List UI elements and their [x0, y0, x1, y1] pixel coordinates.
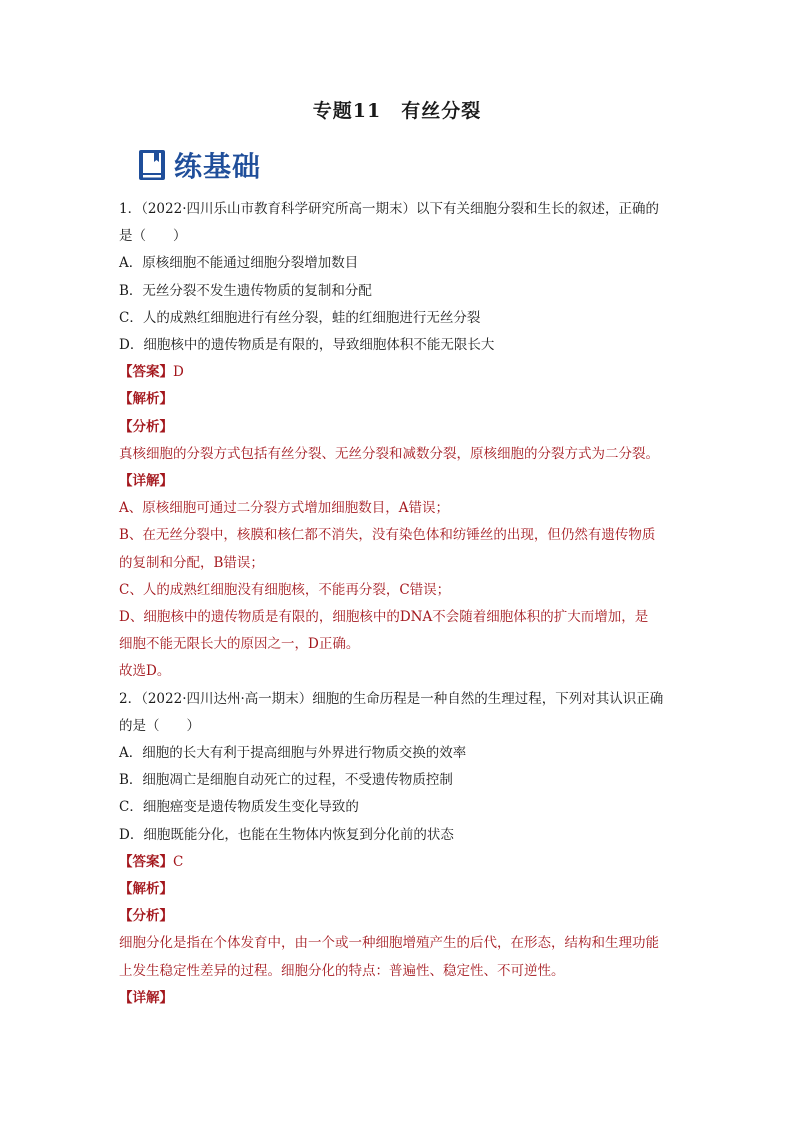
q1-detail-a: A、原核细胞可通过二分裂方式增加细胞数目，A错误； — [119, 500, 449, 517]
q2-jiexi-tag: 【解析】 — [119, 881, 173, 898]
q1-stem-line2: 是（ ） — [119, 228, 187, 245]
q1-jiexi-tag: 【解析】 — [119, 391, 173, 408]
q2-option-c: C．细胞癌变是遗传物质发生变化导致的 — [119, 799, 359, 816]
q2-answer — [119, 849, 679, 876]
q2-stem-line2: 的是（ ） — [119, 717, 200, 734]
q2-stem-line1: 2．（2022·四川达州·高一期末）细胞的生命历程是一种自然的生理过程，下列对其认识正确 — [119, 690, 664, 707]
q2-fenxi-tag: 【分析】 — [119, 908, 173, 925]
q1-answer-tag: 【答案】 — [119, 364, 173, 381]
q1-detail-d-line2: 细胞不能无限长大的原因之一，D正确。 — [119, 636, 360, 653]
question-content — [119, 196, 679, 1012]
q1-option-c: C．人的成熟红细胞进行有丝分裂，蛙的红细胞进行无丝分裂 — [119, 309, 481, 326]
q1-fenxi-text: 真核细胞的分裂方式包括有丝分裂、无丝分裂和减数分裂，原核细胞的分裂方式为二分裂。 — [119, 445, 659, 462]
q1-conclusion: 故选D。 — [119, 663, 171, 680]
q1-option-b: B．无丝分裂不发生遗传物质的复制和分配 — [119, 282, 372, 299]
q2-fenxi-line1: 细胞分化是指在个体发育中，由一个或一种细胞增殖产生的后代，在形态，结构和生理功能 — [119, 935, 659, 952]
section-banner — [138, 147, 261, 183]
q2-answer-value: C — [173, 853, 184, 870]
q2-xiangjie-tag: 【详解】 — [119, 989, 173, 1006]
q2-fenxi-line2: 上发生稳定性差异的过程。细胞分化的特点：普遍性、稳定性、不可逆性。 — [119, 962, 565, 979]
q1-detail-b-line2: 的复制和分配，B错误； — [119, 554, 264, 571]
page-title: 专题11 有丝分裂 — [312, 100, 482, 122]
q1-detail-b-line1: B、在无丝分裂中，核膜和核仁都不消失，没有染色体和纺锤丝的出现，但仍然有遗传物质 — [119, 527, 656, 544]
q1-answer-value: D — [173, 364, 184, 381]
q1-xiangjie-tag: 【详解】 — [119, 473, 173, 490]
q2-option-a: A．细胞的长大有利于提高细胞与外界进行物质交换的效率 — [119, 745, 467, 762]
q1-fenxi-tag: 【分析】 — [119, 418, 173, 435]
q1-option-d: D．细胞核中的遗传物质是有限的，导致细胞体积不能无限长大 — [119, 337, 495, 354]
q2-option-d: D．细胞既能分化，也能在生物体内恢复到分化前的状态 — [119, 826, 454, 843]
q1-answer — [119, 359, 679, 386]
q1-option-a: A．原核细胞不能通过细胞分裂增加数目 — [119, 255, 359, 272]
book-icon — [138, 149, 166, 181]
q1-detail-d-line1: D、细胞核中的遗传物质是有限的，细胞核中的DNA不会随着细胞体积的扩大而增加，是 — [119, 609, 649, 626]
section-banner-label: 练基础 — [174, 150, 262, 183]
q2-answer-tag: 【答案】 — [119, 853, 173, 870]
q1-detail-c: C、人的成熟红细胞没有细胞核，不能再分裂，C错误； — [119, 581, 451, 598]
q1-stem-line1: 1．（2022·四川乐山市教育科学研究所高一期末）以下有关细胞分裂和生长的叙述，正确的 — [119, 201, 659, 217]
q2-option-b: B．细胞凋亡是细胞自动死亡的过程，不受遗传物质控制 — [119, 772, 453, 789]
